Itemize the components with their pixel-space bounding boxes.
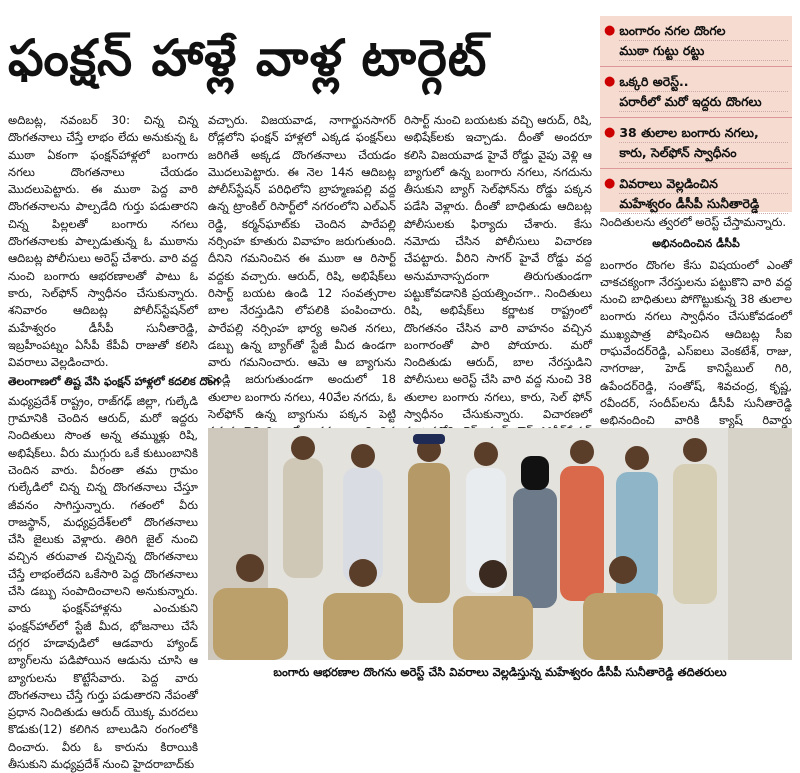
highlight-line: వివరాలు వెల్లడించిన: [619, 174, 788, 194]
highlight-line: ముఠా గుట్టు రట్టు: [619, 41, 788, 61]
article-subhead: అభినందించిన డీసీపీ: [652, 237, 740, 251]
photo-caption: బంగారు ఆభరణాల దొంగను అరెస్ట్ చేసి వివరాలు వెల్లడిస్తున్న మహేశ్వరం డీసీపీ సునీతారెడ్డి తదితరులు: [273, 665, 727, 679]
article-column-2: [208, 112, 396, 422]
press-photo: [208, 428, 792, 660]
bullet-icon: ●: [604, 176, 616, 191]
highlight-item: [600, 118, 792, 169]
highlight-line: 38 తులాల బంగారు నగలు,: [619, 123, 788, 143]
article-column-1: [8, 112, 220, 771]
highlight-line: పరారీలో మరో ఇద్దరు దొంగలు: [619, 92, 788, 112]
highlights-box: [600, 16, 792, 212]
highlight-line: మహేశ్వరం డీసీపీ సునీతారెడ్డి: [619, 194, 788, 214]
highlight-line: బంగారం నగల దొంగల: [619, 21, 788, 41]
photo-illustration: [208, 428, 792, 660]
bullet-icon: ●: [604, 125, 616, 140]
article-subhead: తెలంగాణలో తిష్ట వేసి ఫంక్షన్ హాళ్లలో కదలిక దొంగ: [8, 375, 220, 389]
highlight-item: [600, 16, 792, 67]
article-paragraph: రిసార్ట్ నుంచి బయటకు వచ్చి ఆరుద్, రిషి, అభిషేక్‌లకు ఇచ్చాడు. దీంతో అందరూ కలిసి విజయవాడ హైవే రోడ్డు వైపు వెళ్లి ఆ బ్యాగులో ఉన్న బంగారు నగలు, నగదును తీసుకుని బ్యాగ్ సెల్‌ఫోన్‌ను రోడ్డు పక్కన పడేసి వెళ్లారు. దీంతో బాధితుడు ఆదిబట్ల పోలీసులకు ఫిర్యాదు చేశారు. కేసు నమోదు చేసిన పోలీసులు విచారణ చేపట్టారు. వీరిని సాగర్ హైవే రోడ్డు వద్ద అనుమానాస్పదంగా తిరుగుతుండగా పట్టుకోవడానికి ప్రయత్నించగా.. నిందితులు రిషి, అభిషేక్‌లు కర్ణాటక రాష్ట్రంలో దొంగతనం చేసిన వారి వాహనం వచ్చిన బంగారంతో పారి పోయారు. మరో నిందితుడు ఆరుద్, బాల నేరస్తుడిని పోలీసులు అరెస్ట్ చేసి వారి వద్ద నుంచి 38 తులాల బంగారు నగలు, కారు, సెల్ ఫోన్ స్వాధీనం చేసుకున్నారు. విచారణలో: [404, 113, 592, 422]
article-paragraph: బంగారం దొంగల కేసు విషయంలో ఎంతో చాకచక్యంగా నేరస్తులను పట్టుకొని వారి వద్ద నుంచి బాధితులు పోగొట్టుకున్న 38 తులాల బంగారు నగలు స్వాధీనం చేసుకోవడంలో ముఖ్యపాత్ర పోషించిన ఆదిబట్ల సీఐ రాఘవేందర్‌రెడ్డి, ఎస్ఐలు వెంకటేశ్, రాజు, నాగరాజు, హెడ్ కానిస్టేబుల్ గిరి, ఉపేందర్‌రెడ్డి, సంతోష్, శివచంద్ర, కృష్ణ, రవీందర్, సందీప్‌లను డీసీపీ సునీతారెడ్డి అభినందించి వారికి క్యాష్ రివార్డు: [600, 257, 792, 428]
article-paragraph: అదిబట్ల, నవంబర్ 30: చిన్న చిన్న దొంగతనాలు చేస్తే లాభం లేదు అనుకున్న ఓ ముఠా ఏకంగా ఫంక్షన్‌హాళ్లలో బంగారు నగలు దొంగతనాలు చేయడం మొదలుపెట్టారు. ఈ ముఠా పెద్ద వారి దొంగతనాలను పాల్పడేది గుర్తు పడుతారని చిన్న పిల్లలతో బంగారు నగలు దొంగతనాలకు పాల్పడుతున్న ఓ ముఠాను ఆదిబట్ల పోలీసులు అరెస్ట్ చేశారు. వారి వద్ద నుంచి బంగారు ఆభరణాలతో పాటు ఓ కారు, సెల్‌ఫోన్ స్వాధీనం చేసుకున్నారు. శనివారం ఆదిబట్ల పోలీస్‌స్టేషన్‌లో మహేశ్వరం డీసీపీ సునీతారెడ్డి, ఇబ్రహీంపట్నం ఏసీపీ కేపీవీ రాజుతో కలిసి వివరాలు వెల్లడించారు.: [8, 113, 198, 370]
highlight-item: [600, 67, 792, 118]
article-column-3: [404, 112, 592, 422]
article-paragraph: వచ్చారు. విజయవాడ, నాగార్జునసాగర్ రోడ్లలోని ఫంక్షన్ హాళ్లలో ఎక్కడ ఫంక్షన్‌లు జరిగితే అక్కడ దొంగతనాలు చేయడం మొదలుపెట్టారు. ఈ నెల 14న ఆదిబట్ల పోలీస్‌స్టేషన్ పరిధిలోని బ్రాహ్మణపల్లి వద్ద ఉన్న ట్రాంకిల్ రిసార్ట్‌లో నగరంలోని ఎల్‌ఎన్ రెడ్డి, కర్మన్‌ఘాట్‌కు చెందిన పారేపల్లి నర్సింహ కూతురు వివాహం జరుగుతుంది. దీనిని గమనించిన ఈ ముఠా ఆ రిసార్ట్ వద్దకు వచ్చారు. ఆరుద్, రిషి, అభిషేక్‌లు రిసార్ట్ బయట ఉండి 12 సంవత్సరాల బాల నేరస్తుడిని లోపలికి పంపించారు. పారేపల్లి నర్సింహ భార్య అనిత నగలు, డబ్బు ఉన్న బ్యాగ్‌తో స్టేజీ మీద ఉండగా వారు గమనించారు. ఆమె ఆ బ్యాగును పెండ్లి జరుగుతుండగా అందులో 18 తులాల బంగారు నగలు, 40వేల నగదు, ఓ సెల్‌ఫోన్ ఉన్న బ్యాగును పక్కన పెట్టి: [208, 113, 396, 422]
article-paragraph: మధ్యప్రదేశ్ రాష్ట్రం, రాజ్‌గఢ్ జిల్లా, గుల్కేడి గ్రామానికి చెందిన ఆరుద్, మరో ఇద్దరు నిందితులు సొంత అన్న తమ్ముళ్లు రిషి, అభిషేక్‌లు. వీరు ముగ్గురు ఒకే కుటుంబానికి చెందిన వారు. వీరంతా తమ గ్రామం గుల్కేడిలో చిన్న చిన్న దొంగతనాలు చేస్తూ జీవనం సాగిస్తున్నారు. గతంలో వీరు రాజస్థాన్, మధ్యప్రదేశ్‌లలో దొంగతనాలు చేసి జైలుకు వెళ్లారు. తిరిగి జైల్ నుంచి వచ్చిన తరువాత చిన్నచిన్న దొంగతనాలు చేస్తే లాభంలేదని ఒకేసారి పెద్ద దొంగతనాలు చేసి డబ్బు సంపాదించాలని అనుకున్నారు. వారు ఫంక్షన్‌హాళ్లను ఎంచుకుని ఫంక్షన్‌హాల్‌లో స్టేజీ మీద, భోజనాలు చేసే దగ్గర హడావుడిలో ఆడవారు హ్యాండ్ బ్యాగ్‌లను పడిపోయిన ఆడును చూసి ఆ బ్యాగులను కొట్టేసేవారు. పెద్ద వారు దొంగతనాలు చేస్తే గుర్తు పడుతారని నేపంతో ప్రధాన నిందితుడు ఆరుద్ యొక్క మరదలు కొడుకు(12) కలిగిన బాలుడిని రంగంలోకి దించారు. వీరు ఓ కారును కిరాయికి తీసుకుని మధ్యప్రదేశ్ నుంచి హైదరాబాద్‌కు: [8, 393, 198, 771]
article-paragraph: నిందితులను త్వరలో అరెస్ట్ చేస్తామన్నారు.: [600, 215, 787, 229]
highlight-line: కారు, సెల్‌ఫోన్ స్వాధీనం: [619, 143, 788, 163]
highlight-item: [600, 169, 792, 219]
bullet-icon: ●: [604, 23, 616, 38]
highlight-line: ఒక్కరి అరెస్ట్..: [619, 72, 788, 92]
bullet-icon: ●: [604, 74, 616, 89]
article-column-4: [600, 214, 792, 428]
headline: ఫంక్షన్ హాళ్లే వాళ్ల టార్గెట్: [8, 29, 488, 87]
